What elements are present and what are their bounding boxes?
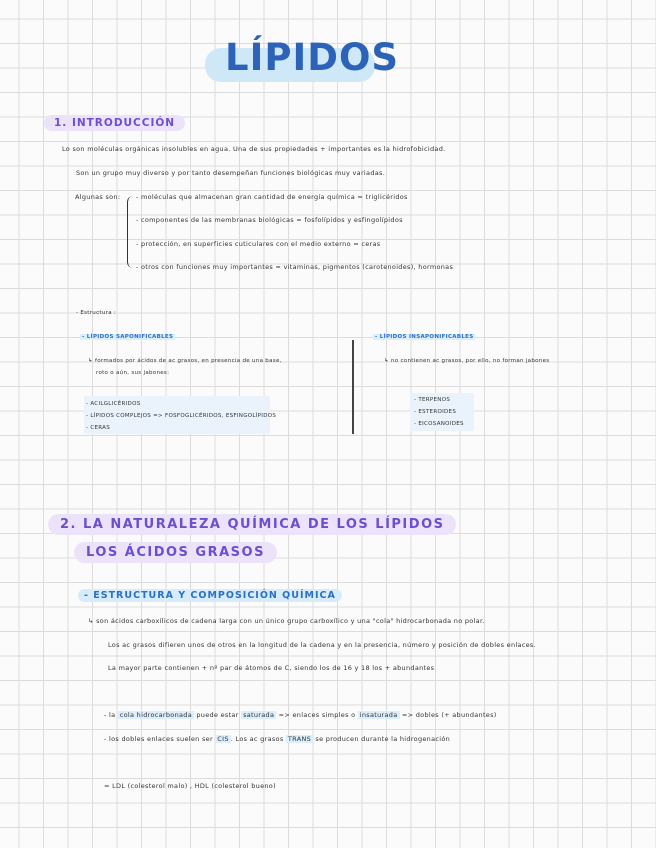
bullet-cola-post: => dobles (+ abundantes) (399, 711, 497, 719)
section-2-subheading (74, 545, 277, 560)
insaponificables-heading-text: - LÍPIDOS INSAPONIFICABLES (375, 334, 474, 340)
bullet-dobles (104, 735, 450, 743)
bullet-cola-mid: puede estar (194, 711, 242, 719)
function-item: - otros con funciones muy importantes = vitaminas, pigmentos (carotenoides), hormonas (136, 263, 454, 271)
section-2-heading-text: 2. LA NATURALEZA QUÍMICA DE LOS LÍPIDOS (48, 514, 456, 535)
bullet-cis-highlight: CIS (217, 735, 229, 743)
acidos-paragraph-2: Los ac grasos difieren unos de otros en la longitud de la cadena y en la presencia, número y posición de dobles enlaces. (108, 641, 536, 649)
bullet-colesterol: = LDL (colesterol malo) , HDL (colesterol bueno) (104, 782, 276, 790)
acidos-paragraph-1: ↳ son ácidos carboxílicos de cadena larga con un único grupo carboxílico y una "cola" hidrocarbonada no polar. (88, 617, 485, 625)
acidos-paragraph-3: La mayor parte contienen + nº par de átomos de C, siendo los de 16 y 18 los + abundantes (108, 664, 435, 672)
insaponificables-heading (373, 334, 475, 340)
brace (127, 196, 134, 268)
insaponificables-item: - TERPENOS (414, 397, 451, 403)
function-item: - componentes de las membranas biológicas = fosfolípidos y esfingolípidos (136, 216, 403, 224)
saponificables-item: - ACILGLICÉRIDOS (86, 401, 141, 407)
intro-paragraph-2: Son un grupo muy diverso y por tanto desempeñan funciones biológicas muy variadas. (76, 169, 386, 177)
saponificables-heading (80, 334, 175, 340)
intro-paragraph-1: Lo son moléculas orgánicas insolubles en agua. Una de sus propiedades + importantes es la hidrofobicidad. (62, 145, 446, 153)
estructura-heading (78, 590, 342, 601)
section-1-heading (44, 117, 185, 129)
saponificables-item: - LÍPIDOS COMPLEJOS => FOSFOGLICÉRIDOS, ESFINGOLÍPIDOS (86, 413, 277, 419)
bullet-dobles-pre: - los dobles enlaces suelen ser (104, 735, 216, 743)
saponificables-heading-text: - LÍPIDOS SAPONIFICABLES (82, 334, 174, 340)
algunas-label: Algunas son: (75, 193, 121, 201)
column-divider (352, 340, 354, 434)
saponificables-item: - CERAS (86, 425, 111, 431)
insaponificables-item: - ESTEROIDES (414, 409, 457, 415)
bullet-cola-mid2: => enlaces simples o (276, 711, 358, 719)
saponificables-text-1: ↳ formados por ácidos de ac grasos, en presencia de una base, (88, 358, 282, 364)
estructura-heading-text: - ESTRUCTURA Y COMPOSICIÓN QUÍMICA (78, 589, 342, 602)
estructura-label: - Estructura : (76, 310, 117, 316)
bullet-dobles-post: se producen durante la hidrogenación (313, 735, 451, 743)
bullet-cola-pre: - la (104, 711, 118, 719)
bullet-cola-highlight: cola hidrocarbonada (119, 711, 192, 719)
page-title: LÍPIDOS (225, 36, 400, 79)
bullet-dobles-mid: . Los ac grasos (230, 735, 286, 743)
function-item: - protección, en superficies cuticulares con el medio externo = ceras (136, 240, 381, 248)
insaponificables-text-1: ↳ no contienen ac grasos, por ello, no forman jabones (384, 358, 550, 364)
section-2-heading (48, 517, 456, 532)
bullet-trans-highlight: TRANS (287, 735, 312, 743)
bullet-saturada-highlight: saturada (243, 711, 275, 719)
bullet-insaturada-highlight: insaturada (359, 711, 398, 719)
function-item: - moléculas que almacenan gran cantidad de energía química = triglicéridos (136, 193, 408, 201)
section-1-heading-text: 1. INTRODUCCIÓN (44, 115, 185, 131)
saponificables-text-2: roto o aún, sus jabones: (96, 370, 170, 376)
section-2-subheading-text: LOS ÁCIDOS GRASOS (74, 542, 277, 563)
bullet-cola (104, 711, 497, 719)
insaponificables-item: - EICOSANOIDES (414, 421, 464, 427)
